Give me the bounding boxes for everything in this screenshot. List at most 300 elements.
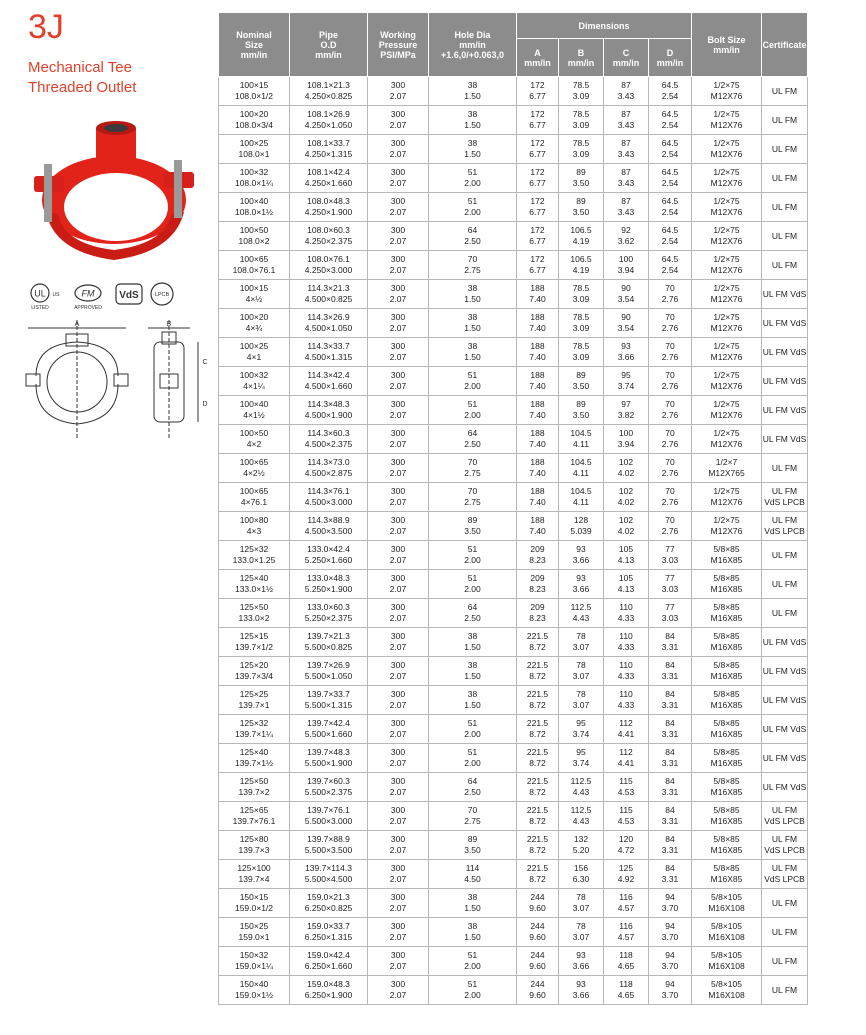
- nominal-size-cell-line: 133.0×1.25: [232, 555, 276, 565]
- bolt-size-cell-line: 1/2×75: [713, 109, 740, 119]
- bolt-size-cell: [692, 570, 762, 599]
- dim-b-cell-line: 3.09: [572, 294, 590, 304]
- pipe-od-cell-line: 108.0×76.1: [307, 254, 350, 264]
- nominal-size-cell-line: 125×50: [239, 602, 269, 612]
- dim-b-cell-line: 3.09: [572, 149, 590, 159]
- working-pressure-cell-line: 300: [390, 631, 406, 641]
- pipe-od-cell-line: 4.500×1.660: [304, 381, 353, 391]
- hole-dia-cell-line: 51: [467, 544, 478, 554]
- working-pressure-cell-line: 300: [390, 544, 406, 554]
- dim-a-cell: [517, 773, 559, 802]
- hole-dia-cell-line: 1.50: [464, 91, 481, 101]
- working-pressure-cell: [368, 599, 429, 628]
- hole-dia-cell-line: 2.75: [464, 497, 481, 507]
- dim-d-cell: [649, 106, 692, 135]
- pipe-od-cell-line: 114.3×42.4: [307, 370, 350, 380]
- dim-c-cell: [604, 309, 649, 338]
- dim-b-cell-line: 3.07: [572, 932, 590, 942]
- pipe-od-cell-line: 108.0×48.3: [307, 196, 350, 206]
- dim-a-cell-line: 188: [530, 341, 545, 351]
- nominal-size-cell-line: 100×65: [239, 457, 269, 467]
- dim-a-cell-line: 221.5: [526, 747, 549, 757]
- certificate-cell-line: UL FM VdS: [762, 375, 807, 386]
- hole-dia-cell-line: 64: [467, 776, 478, 786]
- dim-a-cell: [517, 570, 559, 599]
- dim-c-cell-line: 4.72: [617, 845, 635, 855]
- dim-c-cell: [604, 976, 649, 1005]
- dim-a-cell-line: 244: [530, 921, 545, 931]
- dim-a-cell-line: 7.40: [529, 468, 546, 478]
- hole-dia-cell-line: 38: [467, 109, 478, 119]
- dim-d-cell-line: 84: [665, 689, 675, 699]
- working-pressure-cell-line: 2.07: [389, 787, 407, 797]
- dim-d-cell-line: 3.31: [661, 642, 679, 652]
- certificate-cell: [762, 657, 808, 686]
- hole-dia-cell: [429, 309, 517, 338]
- certificate-cell-line: VdS LPCB: [764, 497, 805, 507]
- working-pressure-cell: [368, 802, 429, 831]
- dim-c-cell: [604, 338, 649, 367]
- dim-a-cell: [517, 135, 559, 164]
- bolt-size-cell-line: M16X108: [708, 903, 745, 913]
- dim-c-cell-line: 97: [621, 399, 631, 409]
- dim-b-cell-line: 89: [576, 167, 586, 177]
- bolt-size-cell: [692, 135, 762, 164]
- table-row: [219, 251, 808, 280]
- pipe-od-cell: [290, 164, 368, 193]
- dim-a-cell-line: 8.72: [529, 816, 546, 826]
- dim-c-cell: [604, 570, 649, 599]
- nominal-size-cell-line: 100×50: [239, 428, 269, 438]
- nominal-size-cell-line: 133.0×1½: [234, 584, 274, 594]
- certificate-cell-line: UL FM: [771, 172, 798, 183]
- working-pressure-cell-line: 2.07: [389, 236, 407, 246]
- dim-c-cell-line: 90: [621, 283, 631, 293]
- dim-c-cell-line: 115: [619, 776, 633, 786]
- dim-d-cell-line: 2.54: [661, 265, 679, 275]
- dim-b-cell: [559, 309, 604, 338]
- certificate-cell: [762, 715, 808, 744]
- dim-c-cell-line: 87: [621, 196, 631, 206]
- dim-a-cell-line: 188: [530, 486, 545, 496]
- bolt-size-cell: [692, 657, 762, 686]
- bolt-size-cell-line: 1/2×75: [713, 196, 740, 206]
- working-pressure-cell-line: 300: [390, 515, 406, 525]
- nominal-size-cell-line: 100×15: [239, 283, 269, 293]
- dim-b-cell: [559, 222, 604, 251]
- dim-c-cell: [604, 251, 649, 280]
- dim-b-cell-line: 4.43: [572, 787, 590, 797]
- dim-b-cell-line: 4.43: [572, 613, 590, 623]
- dim-a-cell-line: 188: [530, 399, 545, 409]
- dim-a-cell: [517, 715, 559, 744]
- bolt-size-cell-line: M16X85: [710, 874, 743, 884]
- working-pressure-cell-line: 300: [390, 370, 406, 380]
- dim-d-cell: [649, 599, 692, 628]
- hole-dia-cell-line: 1.50: [464, 294, 481, 304]
- dim-d-cell: [649, 715, 692, 744]
- dim-c-cell: [604, 773, 649, 802]
- nominal-size-cell: [219, 860, 290, 889]
- dim-b-cell-line: 3.09: [572, 352, 590, 362]
- hole-dia-cell-line: 38: [467, 660, 478, 670]
- bolt-size-cell-line: 1/2×75: [713, 428, 740, 438]
- dim-b-cell-line: 95: [576, 747, 586, 757]
- dim-d-cell: [649, 541, 692, 570]
- dim-b-cell-line: 3.66: [572, 990, 590, 1000]
- hole-dia-cell: [429, 222, 517, 251]
- pipe-od-cell-line: 108.1×33.7: [307, 138, 350, 148]
- nominal-size-cell-line: 150×40: [239, 979, 269, 989]
- dim-a-cell-line: 6.77: [529, 236, 546, 246]
- working-pressure-cell-line: 2.07: [389, 816, 407, 826]
- dim-d-cell-line: 3.70: [661, 932, 679, 942]
- dim-b-cell-line: 156: [573, 863, 589, 873]
- dim-d-cell-line: 84: [665, 776, 675, 786]
- bolt-size-cell: [692, 599, 762, 628]
- hole-dia-cell-line: 64: [467, 428, 478, 438]
- nominal-size-cell-line: 108.0×3/4: [234, 120, 274, 130]
- nominal-size-cell: [219, 541, 290, 570]
- pipe-od-cell-line: 5.500×1.315: [304, 700, 353, 710]
- pipe-od-cell-line: 159.0×48.3: [307, 979, 350, 989]
- nominal-size-cell: [219, 715, 290, 744]
- dim-c-cell-line: 4.13: [617, 555, 635, 565]
- working-pressure-cell-line: 2.07: [389, 207, 407, 217]
- bolt-size-cell-line: 1/2×75: [713, 138, 740, 148]
- dim-b-cell: [559, 135, 604, 164]
- table-row: [219, 396, 808, 425]
- dim-c-cell-line: 105: [618, 544, 634, 554]
- certificate-cell-line: VdS LPCB: [764, 874, 805, 884]
- certificate-cell: [762, 425, 808, 454]
- pipe-od-cell-line: 4.500×1.315: [304, 352, 353, 362]
- bolt-size-cell: [692, 686, 762, 715]
- nominal-size-cell-line: 108.0×76.1: [232, 265, 276, 275]
- dim-b-cell-line: 78.5: [572, 341, 590, 351]
- table-row: [219, 280, 808, 309]
- pipe-od-cell: [290, 309, 368, 338]
- nominal-size-cell-line: 100×40: [239, 399, 269, 409]
- certificate-cell: [762, 744, 808, 773]
- dim-b-cell-line: 3.50: [572, 410, 590, 420]
- dim-a-cell-line: 188: [530, 283, 545, 293]
- dim-b-cell-line: 78.5: [572, 138, 590, 148]
- hole-dia-cell: [429, 976, 517, 1005]
- working-pressure-cell-line: 2.07: [389, 555, 407, 565]
- bolt-size-cell-line: M12X765: [708, 468, 745, 478]
- pipe-od-cell: [290, 454, 368, 483]
- hole-dia-cell-line: 1.50: [464, 120, 481, 130]
- dim-d-cell-line: 2.76: [661, 323, 679, 333]
- bolt-size-cell-line: M16X85: [710, 642, 743, 652]
- svg-text:APPROVED: APPROVED: [74, 305, 102, 311]
- certificate-cell-line: UL FM: [771, 578, 798, 589]
- nominal-size-cell: [219, 483, 290, 512]
- nominal-size-cell-line: 125×50: [239, 776, 269, 786]
- working-pressure-cell-line: 2.07: [389, 613, 407, 623]
- dim-a-cell: [517, 338, 559, 367]
- dim-d-cell-line: 77: [665, 573, 675, 583]
- nominal-size-cell: [219, 512, 290, 541]
- dim-d-cell-line: 70: [665, 515, 675, 525]
- header-certificate: Certificate: [762, 13, 808, 77]
- pipe-od-cell: [290, 483, 368, 512]
- pipe-od-cell: [290, 570, 368, 599]
- dim-a-cell-line: 172: [530, 225, 545, 235]
- working-pressure-cell-line: 300: [390, 283, 406, 293]
- nominal-size-cell-line: 139.7×1½: [234, 758, 274, 768]
- hole-dia-cell-line: 2.00: [464, 584, 481, 594]
- dim-b-cell: [559, 860, 604, 889]
- certificate-cell: [762, 309, 808, 338]
- table-row: [219, 599, 808, 628]
- bolt-size-cell-line: 5/8×85: [713, 602, 740, 612]
- dim-a-cell-line: 188: [530, 428, 545, 438]
- nominal-size-cell-line: 125×40: [239, 747, 269, 757]
- certificate-cell-line: UL FM: [771, 114, 798, 125]
- nominal-size-cell: [219, 686, 290, 715]
- hole-dia-cell-line: 38: [467, 341, 478, 351]
- dim-b-cell-line: 93: [576, 544, 586, 554]
- pipe-od-cell-line: 108.1×26.9: [307, 109, 350, 119]
- dim-d-cell-line: 2.54: [661, 207, 679, 217]
- working-pressure-cell-line: 2.07: [389, 961, 407, 971]
- dim-b-cell: [559, 686, 604, 715]
- pipe-od-cell-line: 4.250×2.375: [304, 236, 353, 246]
- hole-dia-cell: [429, 541, 517, 570]
- hole-dia-cell-line: 2.00: [464, 990, 481, 1000]
- dim-c-cell-line: 4.41: [617, 729, 635, 739]
- dim-a-cell-line: 172: [530, 254, 545, 264]
- working-pressure-cell: [368, 106, 429, 135]
- dim-d-cell: [649, 860, 692, 889]
- dim-b-cell-line: 4.11: [573, 439, 589, 449]
- working-pressure-cell-line: 2.07: [389, 439, 407, 449]
- pipe-od-cell-line: 139.7×42.4: [307, 718, 350, 728]
- nominal-size-cell: [219, 570, 290, 599]
- pipe-od-cell-line: 4.500×1.900: [304, 410, 353, 420]
- bolt-size-cell-line: M12X76: [710, 439, 743, 449]
- hole-dia-cell-line: 2.00: [464, 729, 481, 739]
- hole-dia-cell: [429, 483, 517, 512]
- dim-d-cell-line: 3.70: [661, 961, 679, 971]
- bolt-size-cell-line: M16X108: [708, 932, 745, 942]
- dim-b-cell-line: 5.039: [570, 526, 592, 536]
- certificate-cell: [762, 483, 808, 512]
- table-row: [219, 628, 808, 657]
- dim-b-cell: [559, 251, 604, 280]
- dim-b-cell: [559, 483, 604, 512]
- certificate-cell: [762, 889, 808, 918]
- nominal-size-cell-line: 125×40: [239, 573, 269, 583]
- hole-dia-cell: [429, 106, 517, 135]
- dim-b-cell-line: 93: [576, 573, 586, 583]
- product-bore: [64, 173, 168, 241]
- bolt-size-cell-line: M16X85: [710, 729, 743, 739]
- certificate-cell: [762, 860, 808, 889]
- bolt-size-cell-line: 1/2×75: [713, 225, 740, 235]
- bolt-size-cell-line: 5/8×85: [713, 660, 740, 670]
- dim-c-cell: [604, 831, 649, 860]
- dim-c-cell-line: 3.94: [617, 439, 635, 449]
- table-row: [219, 889, 808, 918]
- dim-b-cell: [559, 802, 604, 831]
- hole-dia-cell-line: 2.75: [464, 265, 481, 275]
- dim-d-cell-line: 94: [665, 950, 675, 960]
- dim-d-cell-line: 2.54: [661, 149, 679, 159]
- certificate-cell-line: UL FM: [771, 143, 798, 154]
- dim-a-cell-line: 8.72: [529, 874, 546, 884]
- certificate-cell-line: UL FM: [771, 549, 798, 560]
- working-pressure-cell-line: 2.07: [389, 352, 407, 362]
- bolt-size-cell-line: 1/2×75: [713, 341, 740, 351]
- dim-d-cell-line: 3.31: [661, 787, 679, 797]
- dim-b-cell-line: 78: [576, 921, 586, 931]
- dim-c-cell-line: 110: [619, 689, 633, 699]
- pipe-od-cell-line: 5.500×0.825: [304, 642, 353, 652]
- working-pressure-cell-line: 2.07: [389, 874, 407, 884]
- nominal-size-cell-line: 125×32: [239, 718, 269, 728]
- nominal-size-cell-line: 108.0×1/2: [234, 91, 274, 101]
- hole-dia-cell-line: 114: [465, 863, 480, 873]
- nominal-size-cell-line: 150×25: [239, 921, 269, 931]
- working-pressure-cell-line: 2.07: [389, 642, 407, 652]
- dim-c-cell-line: 4.33: [617, 700, 635, 710]
- dim-c-cell: [604, 193, 649, 222]
- dim-a-cell-line: 221.5: [526, 718, 549, 728]
- product-panel: [0, 0, 215, 1035]
- dim-a-cell-line: 244: [530, 950, 545, 960]
- bolt-size-cell: [692, 193, 762, 222]
- certificate-cell: [762, 947, 808, 976]
- dim-c-cell-line: 4.02: [617, 526, 635, 536]
- nominal-size-cell-line: 100×80: [239, 515, 269, 525]
- dim-c-cell-line: 3.43: [617, 149, 635, 159]
- dim-a-cell-line: 188: [530, 312, 545, 322]
- dim-a-cell-line: 6.77: [529, 207, 546, 217]
- bolt-size-cell-line: M16X85: [710, 584, 743, 594]
- dim-d-cell-line: 3.31: [661, 729, 679, 739]
- dim-d-cell: [649, 396, 692, 425]
- bolt-size-cell: [692, 773, 762, 802]
- dim-a-cell-line: 8.72: [529, 845, 546, 855]
- pipe-od-cell-line: 114.3×21.3: [307, 283, 350, 293]
- dim-d-cell-line: 70: [665, 428, 675, 438]
- certificate-cell: [762, 570, 808, 599]
- certificate-cell-line: UL FM: [771, 805, 798, 815]
- nominal-size-cell-line: 139.7×3: [238, 845, 270, 855]
- pipe-od-cell-line: 159.0×33.7: [307, 921, 350, 931]
- table-row: [219, 77, 808, 106]
- bolt-size-cell-line: 1/2×7: [715, 457, 738, 467]
- nominal-size-cell-line: 100×25: [239, 341, 269, 351]
- table-row: [219, 135, 808, 164]
- dim-c-cell: [604, 860, 649, 889]
- dim-b-cell-line: 89: [576, 196, 586, 206]
- hole-dia-cell-line: 2.50: [464, 439, 481, 449]
- dim-b-cell-line: 4.43: [572, 816, 590, 826]
- certificate-cell-line: UL FM VdS: [762, 404, 807, 415]
- ul-listed-icon: [31, 284, 60, 311]
- dim-d-cell-line: 3.03: [661, 584, 679, 594]
- working-pressure-cell-line: 300: [390, 979, 406, 989]
- hole-dia-cell-line: 1.50: [464, 903, 481, 913]
- dim-a-cell-line: 221.5: [526, 689, 549, 699]
- certificate-cell-line: UL FM: [771, 834, 798, 844]
- pipe-od-cell: [290, 947, 368, 976]
- dim-c-cell: [604, 541, 649, 570]
- hole-dia-cell: [429, 918, 517, 947]
- dim-a-cell-line: 6.77: [529, 120, 546, 130]
- dim-a-cell-line: 221.5: [526, 660, 549, 670]
- dim-d-cell-line: 2.54: [661, 178, 679, 188]
- dim-d-cell-line: 94: [665, 892, 675, 902]
- dim-a-cell: [517, 164, 559, 193]
- nominal-size-cell-line: 159.0×1¼: [234, 961, 274, 971]
- certificate-cell: [762, 802, 808, 831]
- dim-b-cell: [559, 889, 604, 918]
- pipe-od-cell-line: 114.3×76.1: [307, 486, 350, 496]
- bolt-size-cell-line: 5/8×85: [713, 631, 740, 641]
- dim-d-cell: [649, 193, 692, 222]
- pipe-od-cell-line: 114.3×73.0: [307, 457, 350, 467]
- dim-b-cell-line: 3.50: [572, 178, 590, 188]
- pipe-od-cell-line: 114.3×60.3: [307, 428, 350, 438]
- nominal-size-cell: [219, 280, 290, 309]
- dim-c-cell-line: 3.66: [617, 352, 635, 362]
- working-pressure-cell: [368, 831, 429, 860]
- certificate-cell-line: VdS LPCB: [764, 526, 805, 536]
- pipe-od-cell: [290, 396, 368, 425]
- dim-c-cell: [604, 599, 649, 628]
- certificate-cell: [762, 164, 808, 193]
- working-pressure-cell-line: 2.07: [389, 758, 407, 768]
- dim-d-cell-line: 64.5: [661, 254, 679, 264]
- dim-d-cell-line: 3.31: [661, 758, 679, 768]
- dim-b-cell: [559, 425, 604, 454]
- working-pressure-cell-line: 2.07: [389, 120, 407, 130]
- dim-c-cell: [604, 222, 649, 251]
- pipe-od-cell: [290, 599, 368, 628]
- dim-a-cell-line: 188: [530, 457, 545, 467]
- working-pressure-cell-line: 300: [390, 863, 406, 873]
- bolt-size-cell-line: 1/2×75: [713, 167, 740, 177]
- header-dim-b: B mm/in: [559, 39, 604, 77]
- dim-d-cell-line: 84: [665, 805, 675, 815]
- bolt-size-cell: [692, 947, 762, 976]
- pipe-od-cell-line: 6.250×1.900: [304, 990, 353, 1000]
- bolt-size-cell: [692, 425, 762, 454]
- nominal-size-cell: [219, 976, 290, 1005]
- pipe-od-cell-line: 5.250×1.660: [304, 555, 353, 565]
- nominal-size-cell: [219, 164, 290, 193]
- dim-a-cell-line: 7.40: [529, 323, 546, 333]
- pipe-od-cell: [290, 367, 368, 396]
- dim-a-cell: [517, 367, 559, 396]
- nominal-size-cell-line: 100×20: [239, 109, 269, 119]
- pipe-od-cell-line: 5.500×3.500: [304, 845, 353, 855]
- hole-dia-cell-line: 4.50: [464, 874, 481, 884]
- hole-dia-cell-line: 38: [467, 631, 478, 641]
- hole-dia-cell-line: 38: [467, 689, 478, 699]
- bolt-size-cell-line: 5/8×105: [711, 892, 742, 902]
- bolt-size-cell-line: 1/2×75: [713, 515, 740, 525]
- dim-d-cell: [649, 889, 692, 918]
- working-pressure-cell-line: 300: [390, 138, 406, 148]
- dim-c-cell-line: 92: [621, 225, 631, 235]
- dim-c-cell-line: 102: [618, 486, 634, 496]
